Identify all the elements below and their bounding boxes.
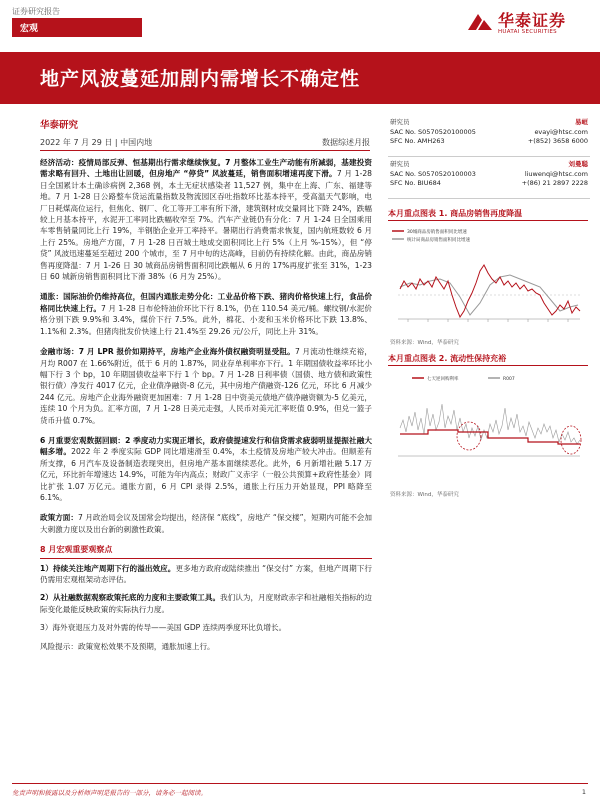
analyst-email[interactable]: liuwenqi@htsc.com xyxy=(524,170,588,178)
outlook-heading: 8 月宏观重要观察点 xyxy=(40,544,372,558)
meta-divider xyxy=(40,150,370,151)
analyst-name: 易峘 xyxy=(575,118,588,126)
figure-1-chart xyxy=(388,223,588,335)
legend-label: 七天逆回购利率 xyxy=(427,377,459,382)
paragraph-text: 7 月政治局会议及国常会均提出，经济保 “底线”，房地产 “保交楼”，短期内可能不会加大刺激力度以及出台新的刺激性政策。 xyxy=(40,513,373,534)
paragraph-economy xyxy=(40,157,372,282)
report-title: 地产风波蔓延加剧内需增长不确定性 xyxy=(40,68,361,90)
paragraph-text: 2022 年 2 季度实际 GDP 同比增速滑至 0.4%，本土疫情及房地产较大冲击。但顺差有所支撑，6 月汽车及设备制造表现突出，但房地产基本面继续恶化。此外，6 月新增社融 5.17 万亿元，环比折年增速达 14.9%，可能为年内高点；财政广义赤字（一般公共预算+政府性基金）同比扩张 1.07 万亿元。通胀方面，6 月 CPI 录得 2.5%，通胀上行压力开始显现，PPI 略降至 6.1%。 xyxy=(40,447,372,502)
analyst-email[interactable]: evayi@htsc.com xyxy=(534,128,588,136)
analyst-panel xyxy=(388,117,590,201)
report-meta: 2022 年 7 月 29 日 | 中国内地 数据综述月报 xyxy=(40,138,370,147)
paragraph-lead: 6 月重要宏观数据回顾：2 季度动力实现正增长，政府债提速发行和信贷需求疲弱明显提振社融大幅多增。 xyxy=(40,435,372,457)
huatai-logo xyxy=(466,8,588,40)
analyst-role: 研究员 xyxy=(390,160,410,168)
outlook-lead: 2）从社融数据观察政策托底的力度和主要政策工具。 xyxy=(40,593,221,603)
analyst-sfc: SFC No. AMH263 xyxy=(390,137,445,145)
page-number: 1 xyxy=(581,788,586,796)
figure-2-title: 本月重点图表 2. 流动性保持充裕 xyxy=(388,354,507,363)
paragraph-lead: 金融市场：7 月 LPR 报价如期持平，房地产企业海外债权融资明显受阻。 xyxy=(40,347,295,357)
paragraph-lead: 政策方面： xyxy=(40,513,79,523)
legend-label: 30城商品房销售面积同比增速 xyxy=(407,230,467,235)
highlight-circle xyxy=(561,426,581,454)
footer-divider xyxy=(12,783,588,784)
analyst-card xyxy=(388,117,590,157)
figure-1-source: 资料来源：Wind，华泰研究 xyxy=(390,340,459,346)
research-label: 华泰研究 xyxy=(40,120,79,131)
logo-english: HUATAI SECURITIES xyxy=(498,29,557,35)
paragraph-macro-review xyxy=(40,435,372,503)
figure-2-rule xyxy=(388,365,588,366)
analyst-sac: SAC No. S0570520100005 xyxy=(390,128,476,136)
series-30-city-sales xyxy=(400,265,580,317)
paragraph-lead: 通胀：国际油价仍维持高位，但国内通胀走势分化：工业品价格下跌、猪肉价格快速上行，食品价格同比快速上行。 xyxy=(40,292,372,313)
paragraph-policy xyxy=(40,512,372,535)
highlight-circle xyxy=(457,422,481,450)
report-region: 中国内地 xyxy=(120,138,153,147)
paragraph-text: 7 月 1-28 日全国累计本土确诊病例 2,368 例，本土无症状感染者 11,527 例，集中在上海、广东、福建等地。7 月 1-28 日公路整车货运流量指数及物流园区吞吐指数环比基本持平，受高温天气影响，电厂日耗煤高位运行，但焦化、钢厂、化工等开工率有所下滑，建筑钢材成交量同比下降 24%，跌幅较上月基本持平，水泥开工率同比跌幅收窄至 7%。汽车产业链仍有分化：7 月 1-24 日全国乘用车零售销量同比上行 19%，半钢胎企业开工率持平。暑期出行消费需求恢复，国内航班数较 6 月上行 25%。房地产方面，7 月 1-28 日百城土地成交面积同比上行 5%（上月 %-15%），但 “停贷” 风波迅速蔓延至超过 200 个城市，至 7 月中旬的达高峰，目前仍有持续化解。由此，商品房销售再度降温：7 月 1-26 日 30 城商品房销售面积同比跌幅从 6 月的 17%再度扩张至 31%，1-23 日 60 城新房销售面积同比下滑 38%（6 月为 25%）。 xyxy=(40,169,372,282)
report-body xyxy=(40,157,372,652)
doc-type-label: 证券研究报告 xyxy=(12,7,60,16)
huatai-logo-icon xyxy=(466,10,494,34)
figure-1-title: 本月重点图表 1. 商品房销售再度降温 xyxy=(388,209,523,218)
analyst-card xyxy=(388,159,590,199)
paragraph-inflation xyxy=(40,291,372,337)
paragraph-text: 7 月流动性继续充裕，月均 R007 在 1.66%附近，低于 6 月的 1.87%，同业存单利率亦下行。1 年期国债收益率环比小幅下行 3 个 bp，10 年期国债收益率下行 1 个 bp。7 月 1-28 日利率债（国债、地方债和政策性银行债）净发行 4017 亿元，企业债净融资-8 亿元，其中房地产债融资-126 亿元，环比 6 月减少 244 亿元。房地产企业海外融资更加困难：7 月 1-28 日中资美元债地产债净融资额为-5 亿美元，连续 10 个月为负。汇率方面，7 月 1-28 日美元走强，人民币对美元汇率贬值 0.9%，但兑一篮子货币升值 0.7%。 xyxy=(40,347,373,425)
analyst-phone: +(86) 21 2897 2228 xyxy=(521,179,588,187)
paragraph-lead: 经济活动：疫情局部反弹、恒基期出行需求继续恢复。7 月整体工业生产动能有所减弱，基建投资需求略有回升、土地出让回暖，但房地产 “停贷” 风波蔓延，销售面积增速再度下滑。 xyxy=(40,158,372,179)
legend-label: R007 xyxy=(503,377,515,382)
outlook-item xyxy=(40,563,372,586)
paragraph-text: 7 月 1-28 日布伦特油价环比下行 8.1%，仍在 110.54 美元/桶。螺纹钢/水泥价格分别下跌 9.9%和 3.4%，煤价下行 7.5%。此外，棉花、小麦和玉米价格环比下跌 13.8%、1.1%和 2.3%。但猪肉批发价快速上行 21.4%至 29.26 元/公斤，同比上升 31%。 xyxy=(40,303,372,336)
analyst-sac: SAC No. S0570520100003 xyxy=(390,170,476,178)
outlook-item xyxy=(40,592,372,615)
outlook-text: 我们认为，月度财政赤字和社融相关指标的边际变化最能反映政策的实际执行力度。 xyxy=(40,593,373,614)
risk-warning: 风险提示：政策宽松效果不及预期，通胀加速上行。 xyxy=(40,641,215,651)
logo-name: 华泰证券 xyxy=(498,11,567,30)
footer-disclaimer: 免责声明和披露以及分析师声明是报告的一部分，请务必一起阅读。 xyxy=(12,789,207,797)
figure-1-rule xyxy=(388,220,588,221)
analyst-role: 研究员 xyxy=(390,118,410,126)
report-type: 数据综述月报 xyxy=(322,138,370,147)
section-tag: 宏观 xyxy=(12,18,142,37)
page-header xyxy=(0,0,600,52)
legend-label: 统计局商品房销售面积同比增速 xyxy=(407,238,470,243)
page-footer xyxy=(0,786,600,800)
outlook-text: 3）海外衰退压力及对外需的传导——美国 GDP 连续两季度环比负增长。 xyxy=(40,623,287,633)
analyst-phone: +(852) 3658 6000 xyxy=(527,137,588,145)
outlook-lead: 1）持续关注地产周期下行的溢出效应。 xyxy=(40,563,176,573)
paragraph-finance xyxy=(40,346,372,426)
analyst-sfc: SFC No. BIU684 xyxy=(390,179,441,187)
figure-2-source: 资料来源：Wind，华泰研究 xyxy=(390,492,459,498)
analyst-name: 刘曼聪 xyxy=(568,160,588,168)
outlook-text: 更多地方政府或陆续推出 “保交付” 方案，但地产周期下行仍需用宏观框架动态评估。 xyxy=(40,563,372,584)
x-axis-ticks xyxy=(408,319,568,322)
figure-2-chart xyxy=(388,368,588,486)
report-date: 2022 年 7 月 29 日 xyxy=(40,138,113,147)
outlook-item xyxy=(40,622,372,633)
